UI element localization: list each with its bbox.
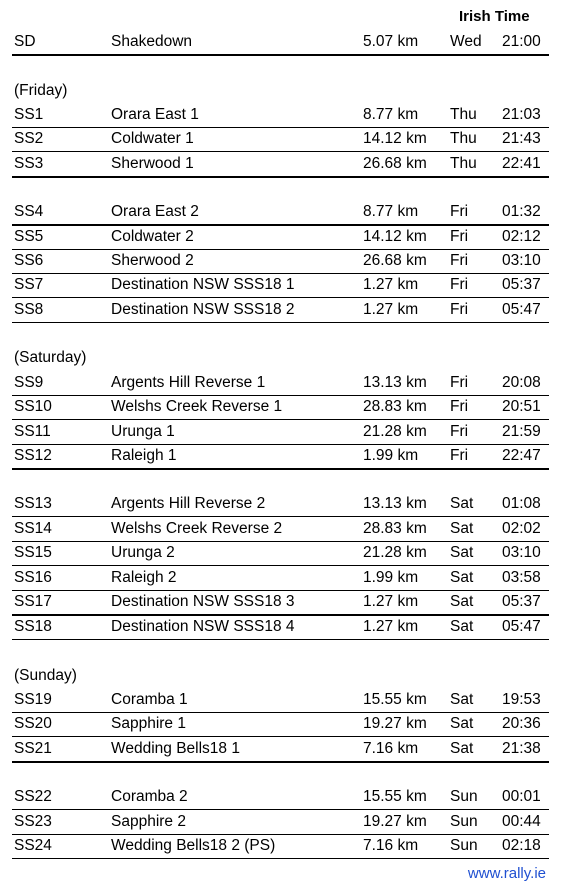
stage-row [12,517,549,542]
stage-time: 19:53 [502,691,541,708]
stage-row [12,420,549,445]
stage-name: Destination NSW SSS18 3 [111,593,295,610]
stage-code: SS8 [14,301,44,318]
stage-distance: 14.12 km [363,228,427,245]
stage-name: Welshs Creek Reverse 1 [111,398,283,415]
stage-time: 21:43 [502,130,541,147]
stage-row [12,737,549,763]
stage-time: 02:18 [502,837,541,854]
stage-day: Fri [450,447,469,464]
stage-distance: 26.68 km [363,155,427,172]
group-label: (Saturday) [14,349,87,366]
stage-row [12,249,549,274]
stage-code: SS17 [14,593,52,610]
irish-time-header: Irish Time [459,8,530,25]
stage-day: Fri [450,423,469,440]
stage-code: SS5 [14,228,44,245]
stage-code: SS10 [14,398,52,415]
stage-time: 20:51 [502,398,541,415]
stage-name: Destination NSW SSS18 4 [111,618,295,635]
shakedown-row [12,30,549,56]
stage-day: Sat [450,520,474,537]
stage-row [12,200,549,226]
stage-name: Argents Hill Reverse 1 [111,374,266,391]
stage-name: Sapphire 2 [111,813,186,830]
stage-row [12,492,549,517]
stage-distance: 5.07 km [363,33,419,50]
stage-code: SS16 [14,569,52,586]
stage-code: SS11 [14,423,51,440]
stage-row [12,127,549,152]
stage-code: SS14 [14,520,52,537]
stage-day: Sat [450,618,474,635]
stage-time: 00:01 [502,788,541,805]
stage-distance: 14.12 km [363,130,427,147]
stage-name: Destination NSW SSS18 1 [111,276,295,293]
stage-name: Raleigh 2 [111,569,177,586]
stage-name: Sapphire 1 [111,715,186,732]
stage-row [12,810,549,835]
stage-row [12,395,549,420]
stage-time: 21:00 [502,33,541,50]
stage-row [12,298,549,323]
stage-code: SS2 [14,130,44,147]
stage-code: SS15 [14,544,52,561]
stage-name: Wedding Bells18 1 [111,740,240,757]
stage-code: SS6 [14,252,44,269]
stage-time: 05:47 [502,301,541,318]
stage-code: SS4 [14,203,44,220]
stage-name: Sherwood 2 [111,252,194,269]
stage-distance: 21.28 km [363,544,427,561]
stage-name: Wedding Bells18 2 (PS) [111,837,276,854]
stage-code: SD [14,33,36,50]
stage-code: SS24 [14,837,52,854]
stage-time: 02:02 [502,520,541,537]
group-label: (Sunday) [14,667,77,684]
stage-distance: 13.13 km [363,374,427,391]
stage-day: Wed [450,33,482,50]
stage-time: 02:12 [502,228,541,245]
stage-day: Sun [450,813,478,830]
stage-day: Fri [450,398,469,415]
stage-row [12,273,549,298]
stage-day: Sat [450,544,474,561]
stage-code: SS7 [14,276,44,293]
stage-distance: 1.99 km [363,447,419,464]
stage-row [12,834,549,859]
stage-row [12,371,549,396]
stage-code: SS21 [14,740,52,757]
stage-code: SS18 [14,618,52,635]
stage-time: 21:59 [502,423,541,440]
stage-time: 03:58 [502,569,541,586]
stage-time: 05:47 [502,618,541,635]
stage-name: Urunga 1 [111,423,175,440]
stage-distance: 8.77 km [363,106,419,123]
stage-row [12,103,549,128]
stage-distance: 19.27 km [363,813,427,830]
stage-distance: 15.55 km [363,788,427,805]
stage-day: Sun [450,837,478,854]
stage-name: Coramba 1 [111,691,188,708]
stage-time: 20:08 [502,374,541,391]
stage-distance: 7.16 km [363,740,419,757]
stage-row [12,152,549,178]
stage-name: Coldwater 1 [111,130,194,147]
stage-day: Sat [450,569,474,586]
stage-time: 21:38 [502,740,541,757]
stage-name: Raleigh 1 [111,447,177,464]
stage-distance: 19.27 km [363,715,427,732]
stage-distance: 1.27 km [363,618,419,635]
stage-day: Sat [450,691,474,708]
stage-time: 01:08 [502,495,541,512]
stage-row [12,615,549,640]
stage-time: 01:32 [502,203,541,220]
stage-name: Destination NSW SSS18 2 [111,301,295,318]
stage-code: SS23 [14,813,52,830]
group-label: (Friday) [14,82,68,99]
stage-time: 03:10 [502,544,541,561]
stage-day: Fri [450,374,469,391]
stage-time: 05:37 [502,276,541,293]
stage-distance: 28.83 km [363,520,427,537]
stage-day: Fri [450,203,469,220]
stage-distance: 28.83 km [363,398,427,415]
site-link[interactable]: www.rally.ie [467,865,546,882]
stage-code: SS1 [14,106,44,123]
stage-row [12,712,549,737]
stage-day: Sat [450,740,474,757]
stage-code: SS20 [14,715,52,732]
stage-distance: 21.28 km [363,423,427,440]
stage-row [12,590,549,616]
stage-time: 03:10 [502,252,541,269]
stage-time: 00:44 [502,813,541,830]
stage-row [12,566,549,591]
stage-distance: 7.16 km [363,837,419,854]
stage-code: SS9 [14,374,44,391]
stage-distance: 26.68 km [363,252,427,269]
stage-row [12,785,549,810]
stage-name: Coramba 2 [111,788,188,805]
stage-time: 05:37 [502,593,541,610]
stage-code: SS19 [14,691,52,708]
stage-distance: 15.55 km [363,691,427,708]
stage-day: Fri [450,276,469,293]
stage-day: Thu [450,130,477,147]
stage-name: Urunga 2 [111,544,175,561]
stage-time: 21:03 [502,106,541,123]
stage-time: 22:41 [502,155,541,172]
stage-code: SS22 [14,788,52,805]
stage-day: Thu [450,106,477,123]
stage-time: 22:47 [502,447,541,464]
stage-day: Sat [450,593,474,610]
stage-code: SS3 [14,155,44,172]
stage-day: Fri [450,228,469,245]
stage-row [12,541,549,566]
stage-day: Fri [450,301,469,318]
stage-distance: 1.99 km [363,569,419,586]
stage-name: Sherwood 1 [111,155,194,172]
stage-distance: 13.13 km [363,495,427,512]
stage-time: 20:36 [502,715,541,732]
stage-day: Sat [450,715,474,732]
stage-distance: 1.27 km [363,301,419,318]
stage-distance: 1.27 km [363,276,419,293]
stage-distance: 1.27 km [363,593,419,610]
stage-day: Sun [450,788,478,805]
stage-name: Coldwater 2 [111,228,194,245]
stage-day: Thu [450,155,477,172]
stage-code: SS12 [14,447,52,464]
stage-day: Fri [450,252,469,269]
stage-name: Argents Hill Reverse 2 [111,495,266,512]
stage-row [12,688,549,713]
stage-code: SS13 [14,495,52,512]
stage-name: Orara East 2 [111,203,199,220]
stage-name: Welshs Creek Reverse 2 [111,520,283,537]
stage-name: Shakedown [111,33,193,50]
stage-distance: 8.77 km [363,203,419,220]
stage-row [12,225,549,250]
stage-row [12,444,549,470]
stage-name: Orara East 1 [111,106,199,123]
stage-day: Sat [450,495,474,512]
